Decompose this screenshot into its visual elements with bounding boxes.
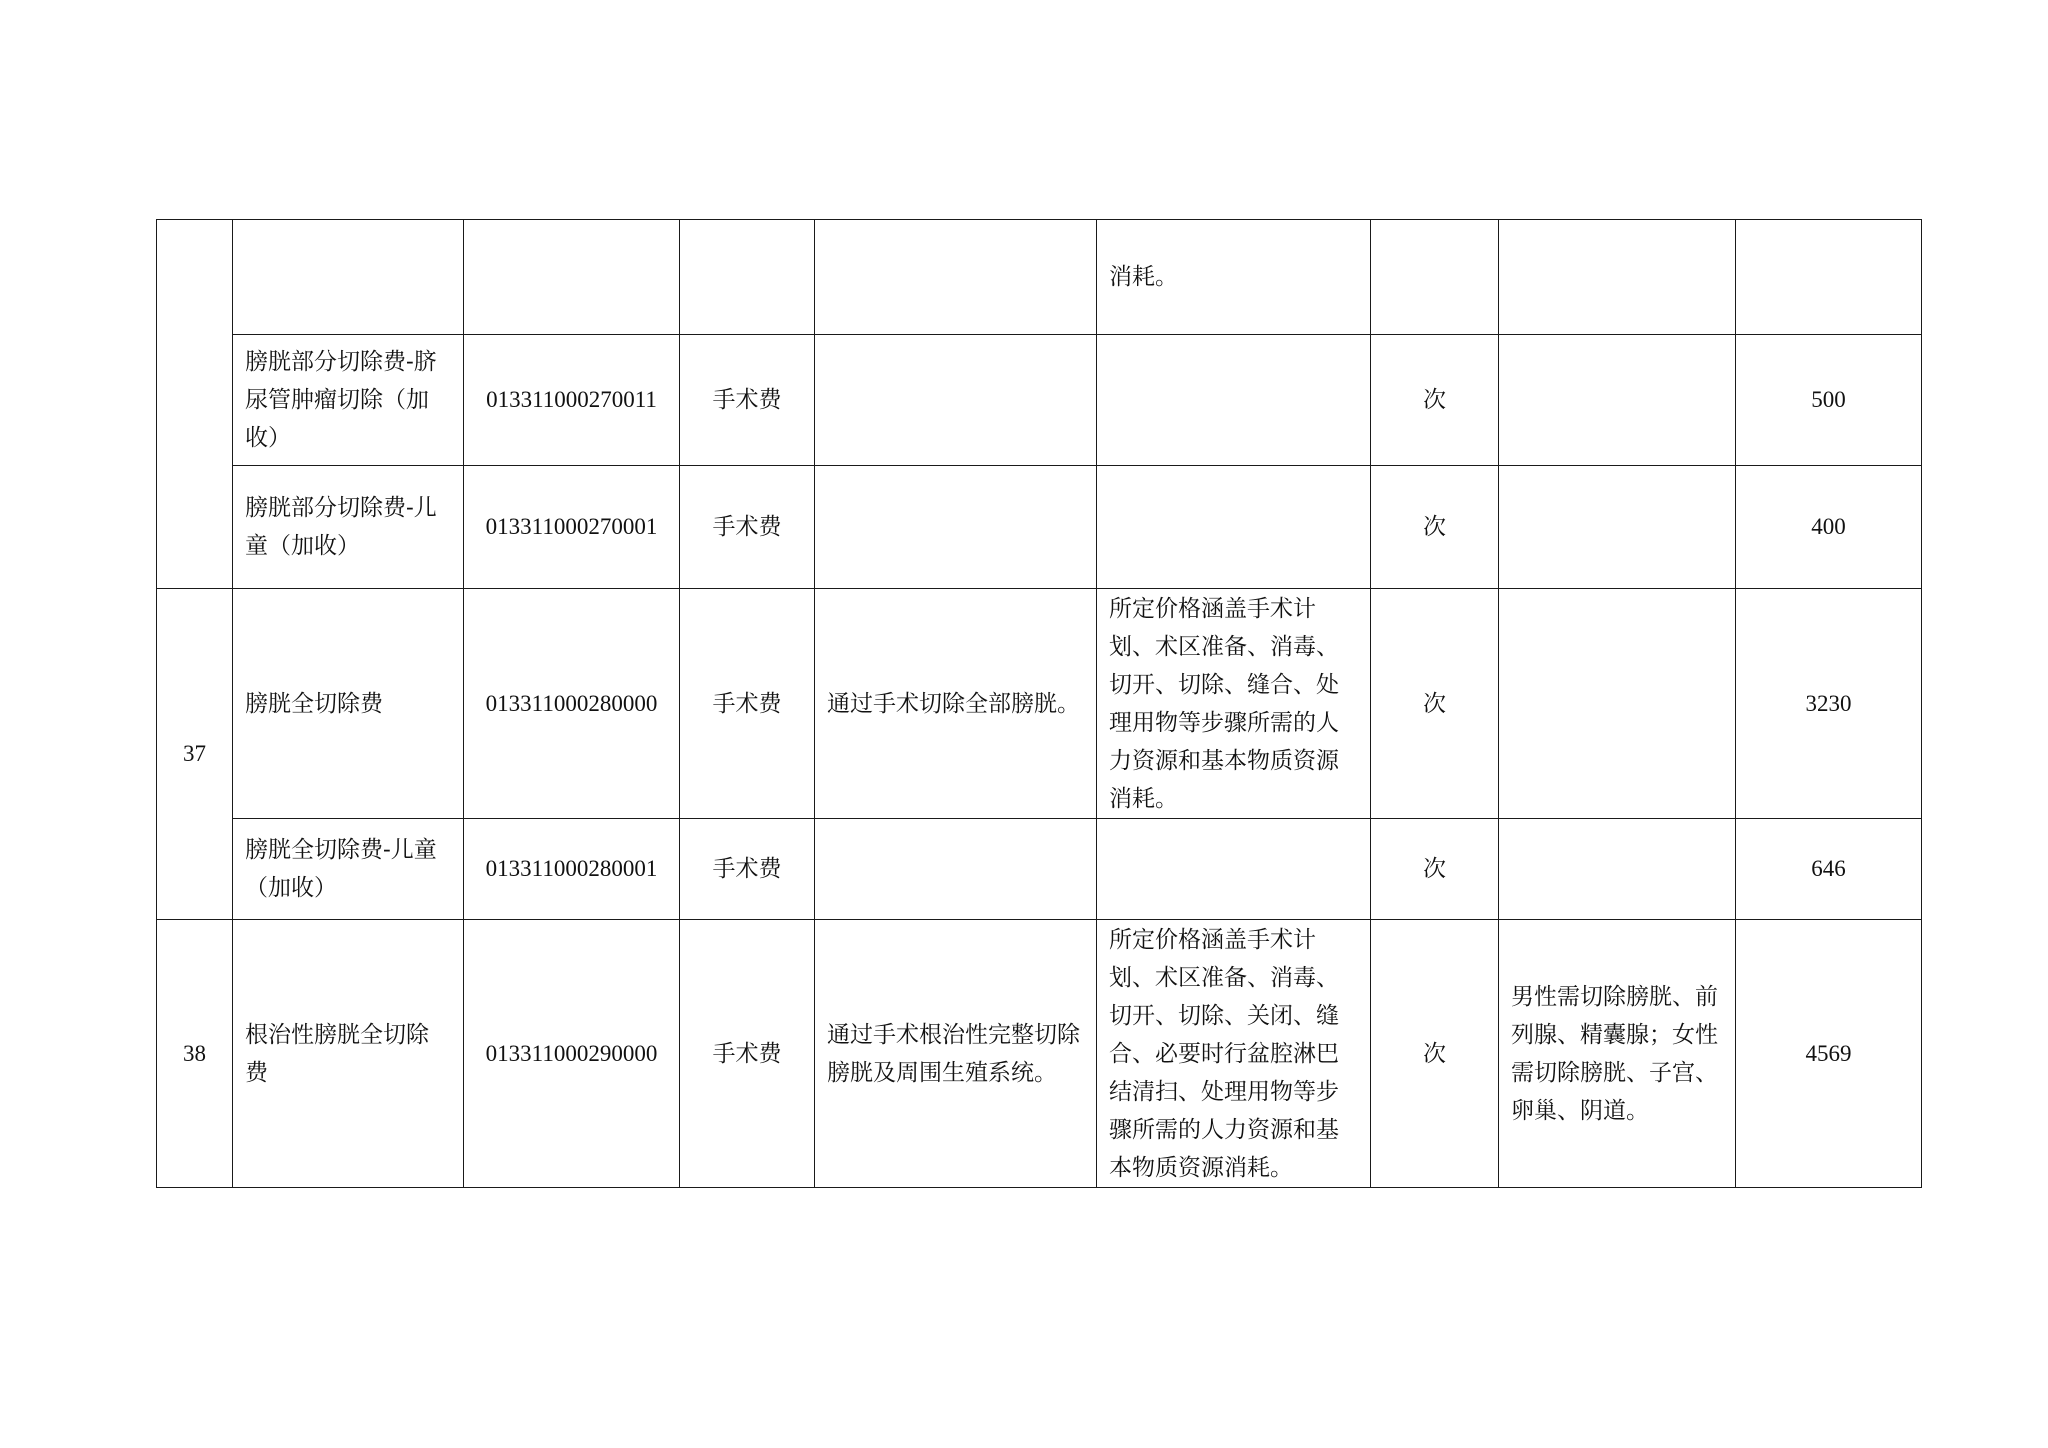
table-row xyxy=(157,819,1922,920)
code-cell: 013311000280001 xyxy=(464,819,680,920)
content-cell xyxy=(815,466,1097,589)
content-cell: 通过手术切除全部膀胱。 xyxy=(815,589,1097,819)
code-cell: 013311000270001 xyxy=(464,466,680,589)
code-cell: 013311000280000 xyxy=(464,589,680,819)
category-cell: 手术费 xyxy=(680,335,815,466)
seq-cell: 38 xyxy=(157,920,233,1188)
seq-cell: 37 xyxy=(157,589,233,920)
remark-cell xyxy=(1499,220,1736,335)
unit-cell: 次 xyxy=(1371,335,1499,466)
price-cell: 3230 xyxy=(1736,589,1922,819)
remark-cell xyxy=(1499,819,1736,920)
category-cell xyxy=(680,220,815,335)
pricing-note-cell xyxy=(1097,466,1371,589)
name-cell: 根治性膀胱全切除费 xyxy=(233,920,464,1188)
price-cell: 400 xyxy=(1736,466,1922,589)
price-cell: 500 xyxy=(1736,335,1922,466)
remark-cell: 男性需切除膀胱、前列腺、精囊腺；女性需切除膀胱、子宫、卵巢、阴道。 xyxy=(1499,920,1736,1188)
content-cell xyxy=(815,335,1097,466)
name-cell xyxy=(233,220,464,335)
unit-cell: 次 xyxy=(1371,589,1499,819)
name-cell: 膀胱全切除费 xyxy=(233,589,464,819)
content-cell: 通过手术根治性完整切除膀胱及周围生殖系统。 xyxy=(815,920,1097,1188)
table-row xyxy=(157,466,1922,589)
category-cell: 手术费 xyxy=(680,819,815,920)
table-row xyxy=(157,335,1922,466)
table-row xyxy=(157,920,1922,1188)
fee-table xyxy=(156,219,1922,1188)
content-cell xyxy=(815,819,1097,920)
seq-cell xyxy=(157,220,233,589)
price-cell xyxy=(1736,220,1922,335)
unit-cell xyxy=(1371,220,1499,335)
code-cell xyxy=(464,220,680,335)
pricing-note-cell xyxy=(1097,335,1371,466)
content-cell xyxy=(815,220,1097,335)
category-cell: 手术费 xyxy=(680,589,815,819)
pricing-note-cell: 所定价格涵盖手术计划、术区准备、消毒、切开、切除、缝合、处理用物等步骤所需的人力资源和基本物质资源消耗。 xyxy=(1097,589,1371,819)
unit-cell: 次 xyxy=(1371,920,1499,1188)
category-cell: 手术费 xyxy=(680,466,815,589)
name-cell: 膀胱部分切除费-脐尿管肿瘤切除（加收） xyxy=(233,335,464,466)
table-row xyxy=(157,589,1922,819)
name-cell: 膀胱全切除费-儿童（加收） xyxy=(233,819,464,920)
remark-cell xyxy=(1499,335,1736,466)
name-cell: 膀胱部分切除费-儿童（加收） xyxy=(233,466,464,589)
category-cell: 手术费 xyxy=(680,920,815,1188)
remark-cell xyxy=(1499,589,1736,819)
unit-cell: 次 xyxy=(1371,466,1499,589)
code-cell: 013311000270011 xyxy=(464,335,680,466)
price-cell: 4569 xyxy=(1736,920,1922,1188)
pricing-note-cell: 消耗。 xyxy=(1097,220,1371,335)
price-cell: 646 xyxy=(1736,819,1922,920)
table-row xyxy=(157,220,1922,335)
pricing-note-cell xyxy=(1097,819,1371,920)
remark-cell xyxy=(1499,466,1736,589)
pricing-note-cell: 所定价格涵盖手术计划、术区准备、消毒、切开、切除、关闭、缝合、必要时行盆腔淋巴结清扫、处理用物等步骤所需的人力资源和基本物质资源消耗。 xyxy=(1097,920,1371,1188)
unit-cell: 次 xyxy=(1371,819,1499,920)
code-cell: 013311000290000 xyxy=(464,920,680,1188)
